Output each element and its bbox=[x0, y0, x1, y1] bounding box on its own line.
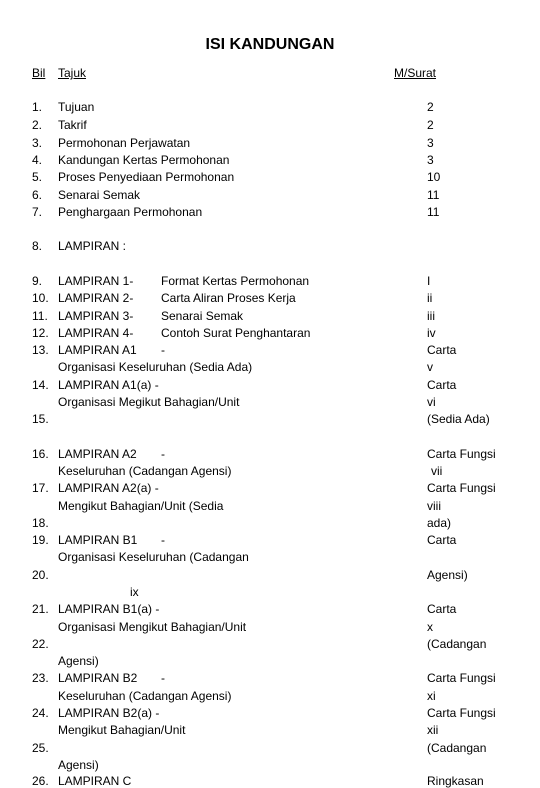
row-page: 2 bbox=[427, 100, 434, 114]
row-title: LAMPIRAN B2(a) - bbox=[58, 706, 160, 720]
row-page: Carta Fungsi bbox=[427, 447, 496, 461]
row-title: LAMPIRAN 1- bbox=[58, 274, 134, 288]
row-page: Carta bbox=[427, 343, 457, 357]
row-number: 13. bbox=[32, 343, 49, 357]
row-page: x bbox=[427, 620, 433, 634]
row-number: 26. bbox=[32, 774, 49, 788]
row-number: 8. bbox=[32, 239, 43, 253]
row-page: ada) bbox=[427, 516, 452, 530]
row-description: Carta Aliran Proses Kerja bbox=[161, 291, 296, 305]
row-title-continued: Keseluruhan (Cadangan Agensi) bbox=[58, 464, 232, 478]
row-page: ii bbox=[427, 291, 433, 305]
row-page: 10 bbox=[427, 170, 441, 184]
row-number: 17. bbox=[32, 481, 49, 495]
row-title: LAMPIRAN B2 bbox=[58, 671, 138, 685]
row-number: 18. bbox=[32, 516, 49, 530]
row-number: 19. bbox=[32, 533, 49, 547]
row-page: (Sedia Ada) bbox=[427, 412, 490, 426]
row-title: Penghargaan Permohonan bbox=[58, 205, 203, 219]
row-page: (Cadangan bbox=[427, 637, 487, 651]
row-title: Takrif bbox=[58, 118, 87, 132]
row-page: 3 bbox=[427, 136, 434, 150]
column-header-bil: Bil bbox=[32, 66, 46, 80]
row-page: v bbox=[427, 360, 433, 374]
row-title: LAMPIRAN B1 bbox=[58, 533, 138, 547]
row-number: 6. bbox=[32, 188, 43, 202]
row-number: 21. bbox=[32, 602, 49, 616]
row-description: Contoh Surat Penghantaran bbox=[161, 326, 311, 340]
page-title: ISI KANDUNGAN bbox=[205, 36, 335, 53]
row-page: vii bbox=[431, 464, 443, 478]
row-page: 11 bbox=[427, 188, 440, 202]
row-description: - bbox=[161, 533, 165, 547]
row-description: - bbox=[161, 343, 165, 357]
row-title: LAMPIRAN 4- bbox=[58, 326, 134, 340]
row-number: 23. bbox=[32, 671, 49, 685]
column-header-page: M/Surat bbox=[394, 66, 437, 80]
row-page: Carta Fungsi bbox=[427, 671, 496, 685]
row-page: iv bbox=[427, 326, 436, 340]
row-title: Senarai Semak bbox=[58, 188, 141, 202]
row-title: Tujuan bbox=[58, 100, 95, 114]
row-description: Senarai Semak bbox=[161, 309, 244, 323]
row-page: (Cadangan bbox=[427, 741, 487, 755]
row-description: - bbox=[161, 671, 165, 685]
row-number: 1. bbox=[32, 100, 43, 114]
row-description: Format Kertas Permohonan bbox=[161, 274, 310, 288]
row-page: Carta Fungsi bbox=[427, 481, 496, 495]
row-title: Permohonan Perjawatan bbox=[58, 136, 191, 150]
row-page: I bbox=[427, 274, 431, 288]
row-page: 2 bbox=[427, 118, 434, 132]
row-page: 11 bbox=[427, 205, 440, 219]
row-number: 2. bbox=[32, 118, 43, 132]
row-number: 10. bbox=[32, 291, 49, 305]
row-title-continued: Agensi) bbox=[58, 654, 99, 668]
row-title: LAMPIRAN C bbox=[58, 774, 132, 788]
row-number: 20. bbox=[32, 568, 49, 582]
row-number: 4. bbox=[32, 153, 43, 167]
stray-page-number: ix bbox=[130, 585, 139, 599]
row-title: LAMPIRAN A1(a) - bbox=[58, 378, 159, 392]
row-title: LAMPIRAN A2 bbox=[58, 447, 137, 461]
row-number: 16. bbox=[32, 447, 49, 461]
row-description: - bbox=[161, 447, 165, 461]
row-page: viii bbox=[427, 499, 441, 513]
row-title-continued: Organisasi Keseluruhan (Sedia Ada) bbox=[58, 360, 253, 374]
row-number: 7. bbox=[32, 205, 43, 219]
row-page: Agensi) bbox=[427, 568, 468, 582]
row-title: LAMPIRAN A2(a) - bbox=[58, 481, 159, 495]
row-title-continued: Organisasi Mengikut Bahagian/Unit bbox=[58, 620, 247, 634]
row-number: 22. bbox=[32, 637, 49, 651]
row-title: LAMPIRAN A1 bbox=[58, 343, 137, 357]
row-page: Carta bbox=[427, 378, 457, 392]
row-title-continued: Keseluruhan (Cadangan Agensi) bbox=[58, 689, 232, 703]
row-page: iii bbox=[427, 309, 435, 323]
row-number: 9. bbox=[32, 274, 43, 288]
row-number: 12. bbox=[32, 326, 49, 340]
row-title: LAMPIRAN B1(a) - bbox=[58, 602, 160, 616]
row-page: xii bbox=[427, 723, 439, 737]
row-title: Proses Penyediaan Permohonan bbox=[58, 170, 235, 184]
row-number: 14. bbox=[32, 378, 49, 392]
row-title: LAMPIRAN 3- bbox=[58, 309, 134, 323]
row-page: Carta Fungsi bbox=[427, 706, 496, 720]
row-number: 11. bbox=[32, 309, 48, 323]
row-page: Carta bbox=[427, 602, 457, 616]
row-page: xi bbox=[427, 689, 436, 703]
row-page: Carta bbox=[427, 533, 457, 547]
row-number: 5. bbox=[32, 170, 43, 184]
row-title-continued: Mengikut Bahagian/Unit bbox=[58, 723, 186, 737]
row-number: 24. bbox=[32, 706, 49, 720]
row-page: 3 bbox=[427, 153, 434, 167]
row-number: 25. bbox=[32, 741, 49, 755]
row-number: 15. bbox=[32, 412, 49, 426]
row-number: 3. bbox=[32, 136, 43, 150]
row-page: Ringkasan bbox=[427, 774, 484, 788]
row-title-continued: Mengikut Bahagian/Unit (Sedia bbox=[58, 499, 224, 513]
row-title-continued: Organisasi Keseluruhan (Cadangan bbox=[58, 550, 249, 564]
row-title-continued: Agensi) bbox=[58, 758, 99, 772]
row-title: Kandungan Kertas Permohonan bbox=[58, 153, 230, 167]
row-page: vi bbox=[427, 395, 436, 409]
row-title: LAMPIRAN 2- bbox=[58, 291, 134, 305]
column-header-tajuk: Tajuk bbox=[58, 66, 87, 80]
row-title-continued: Organisasi Megikut Bahagian/Unit bbox=[58, 395, 240, 409]
row-title: LAMPIRAN : bbox=[58, 239, 127, 253]
